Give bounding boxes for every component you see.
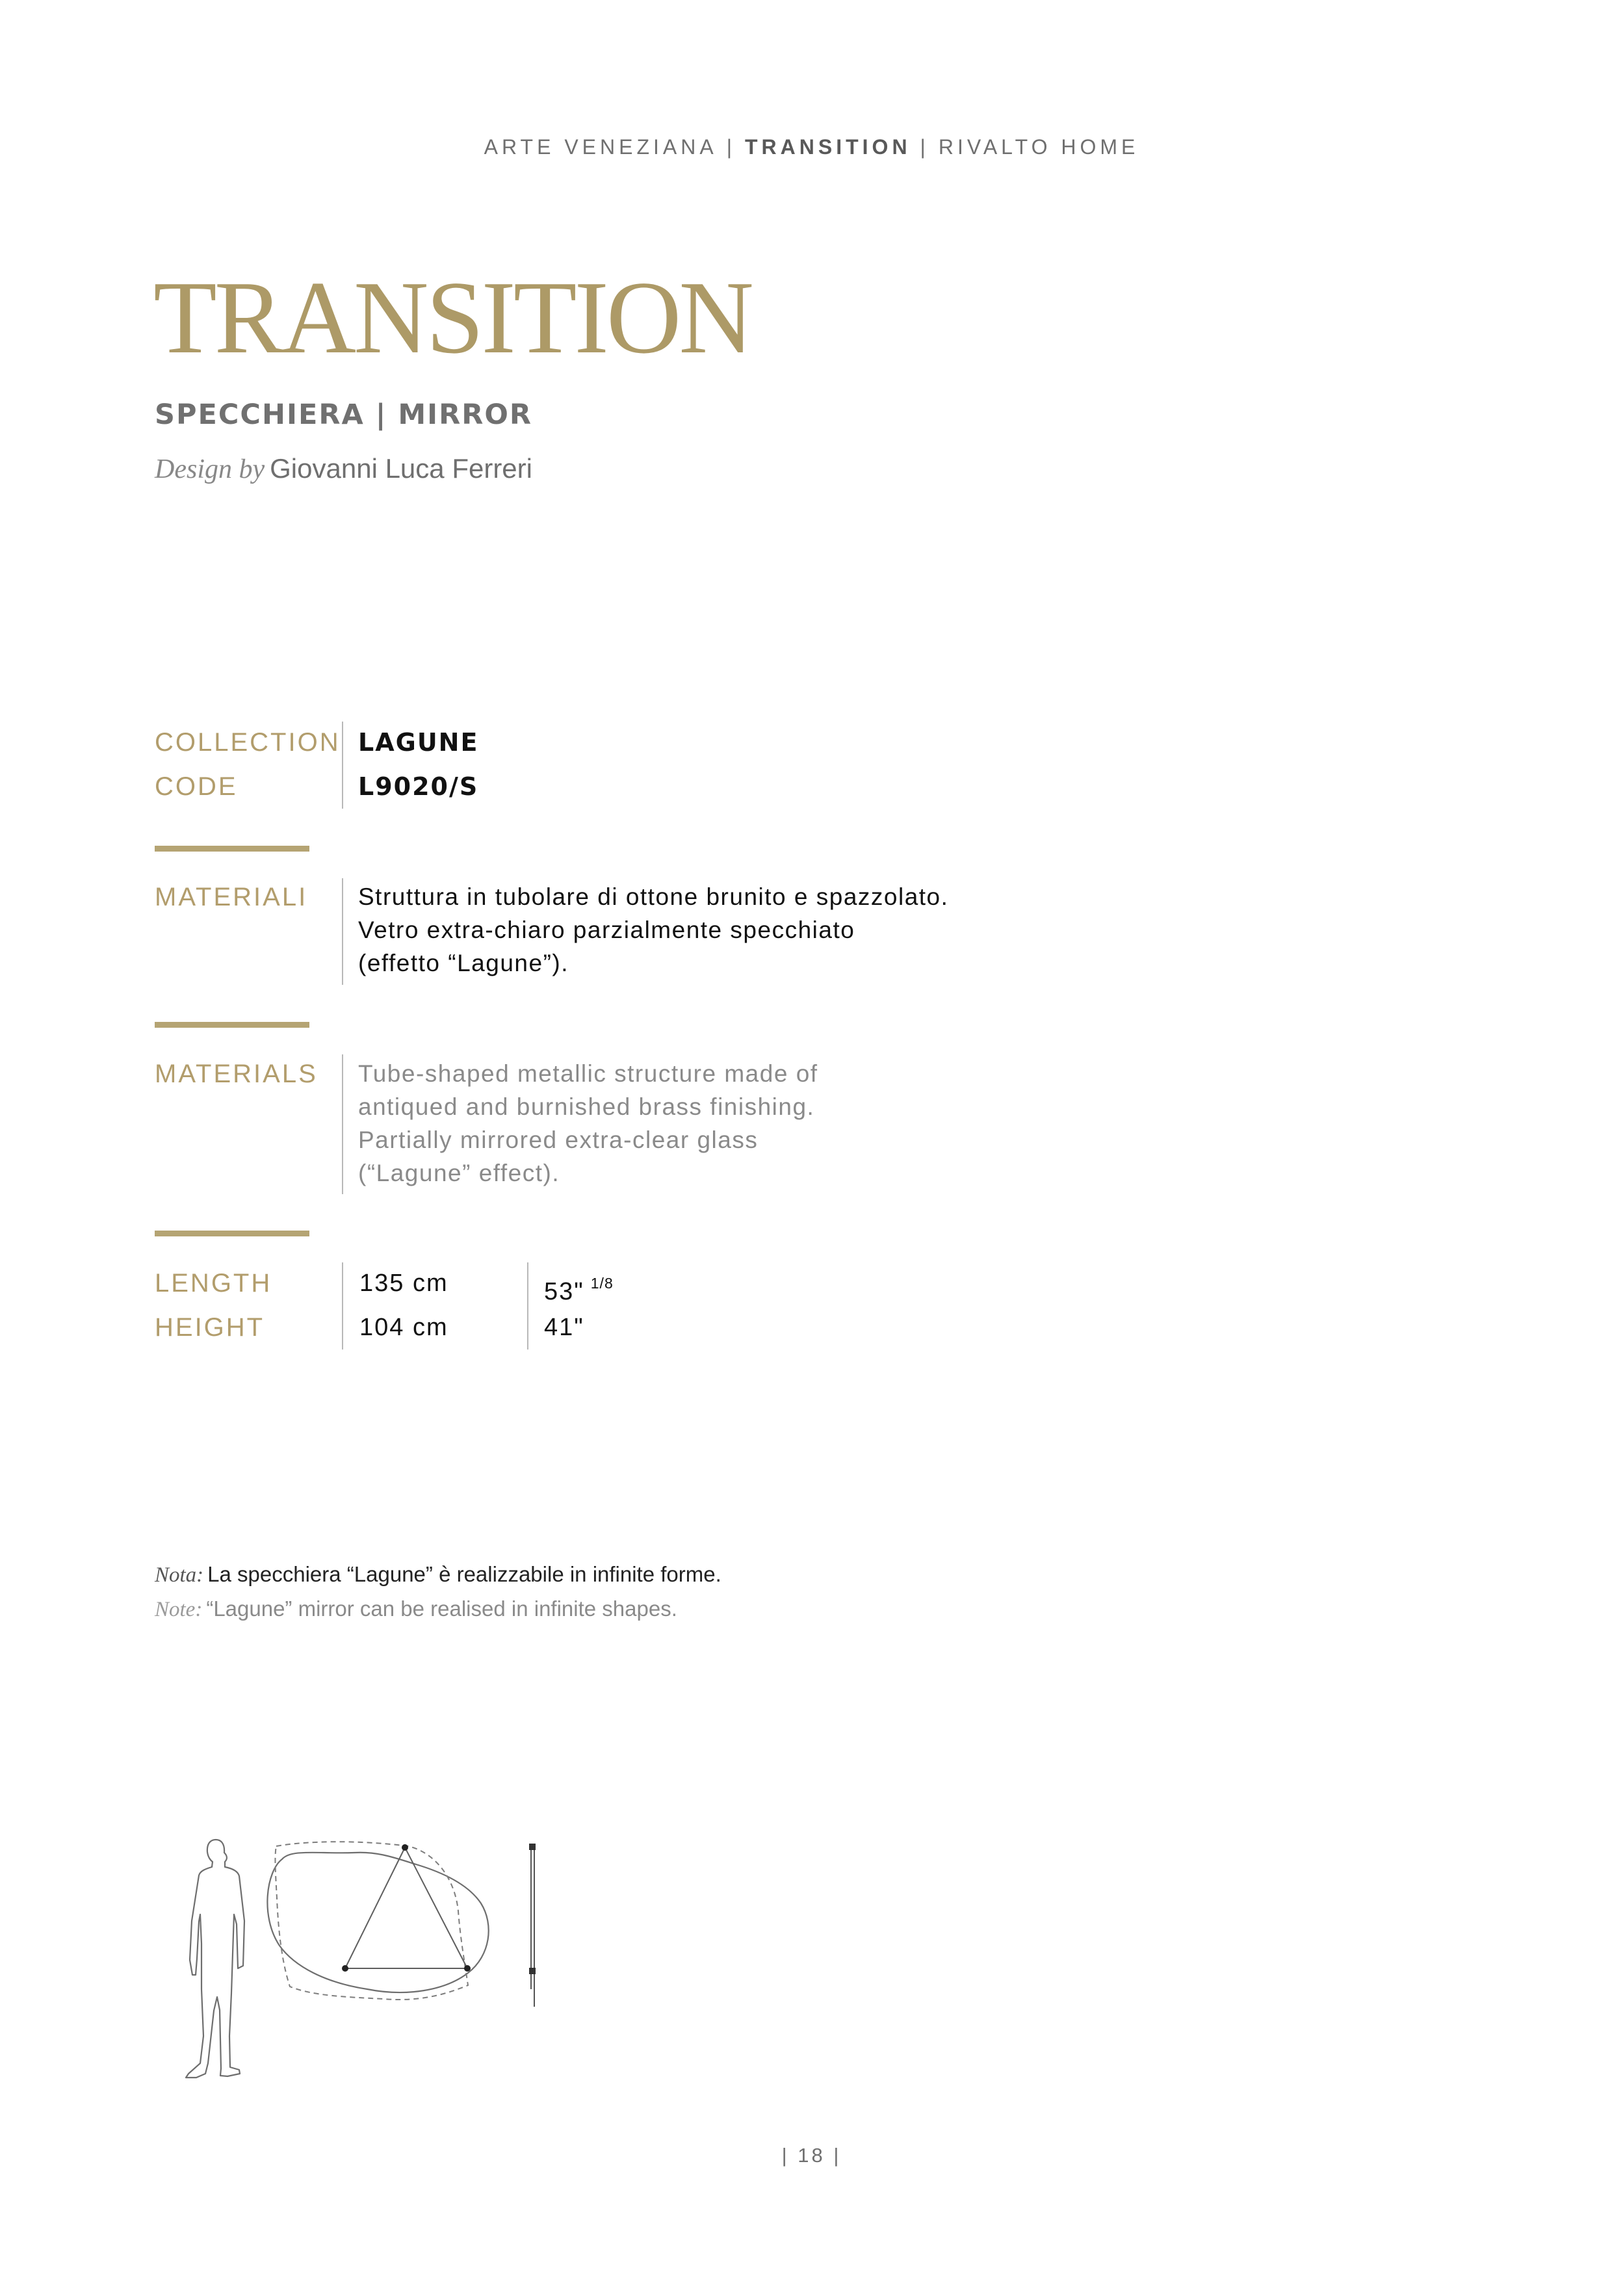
designer-label: Design by: [155, 454, 265, 484]
mirror-side-view: [529, 1844, 536, 2007]
code-value: L9020/S: [358, 772, 479, 801]
page-number-bracket: |: [825, 2144, 842, 2167]
frame-joint: [464, 1965, 471, 1972]
length-inch-value: 53": [544, 1278, 584, 1305]
section-divider: [155, 1231, 309, 1236]
section-divider: [155, 846, 309, 852]
mirror-alt-outline-dashed: [275, 1842, 468, 2000]
height-cm: 104 cm: [359, 1314, 448, 1341]
materials-line: Tube-shaped metallic structure made of: [358, 1060, 818, 1087]
length-cm: 135 cm: [359, 1270, 448, 1297]
height-inch: 41": [544, 1314, 584, 1341]
page-number-bracket: |: [781, 2144, 798, 2167]
mirror-outline: [267, 1853, 488, 1992]
page-number: [0, 2144, 1623, 2167]
materiali-line: Struttura in tubolare di ottone brunito e spazzolato.: [358, 883, 949, 910]
divider-vertical: [342, 1054, 343, 1194]
note-english: [155, 1592, 677, 1626]
designer-name: Giovanni Luca Ferreri: [270, 453, 532, 484]
materials-line: antiqued and burnished brass finishing.: [358, 1093, 815, 1120]
collection-label: COLLECTION: [155, 728, 341, 757]
human-silhouette-icon: [186, 1840, 244, 2078]
collection-value: LAGUNE: [358, 728, 479, 757]
header-product: TRANSITION: [745, 135, 911, 159]
note-english-label: Note:: [155, 1598, 203, 1621]
materials-label: MATERIALS: [155, 1060, 318, 1088]
note-italian-label: Nota:: [155, 1563, 204, 1587]
header-brand-left: ARTE VENEZIANA: [484, 135, 718, 159]
length-label: LENGTH: [155, 1269, 272, 1298]
materiali-line: (effetto “Lagune”).: [358, 950, 569, 976]
code-label: CODE: [155, 772, 238, 801]
divider-vertical: [342, 878, 343, 985]
product-subtitle: SPECCHIERA | MIRROR: [155, 398, 533, 431]
length-inch-fraction: 1/8: [590, 1275, 614, 1292]
materials-line: Partially mirrored extra-clear glass: [358, 1127, 759, 1153]
header-brand-right: RIVALTO HOME: [938, 135, 1139, 159]
note-italian-text: La specchiera “Lagune” è realizzabile in infinite forme.: [207, 1562, 721, 1586]
materials-line: (“Lagune” effect).: [358, 1160, 560, 1186]
materials-text: [358, 1057, 818, 1190]
running-header: [0, 135, 1623, 159]
designer-credit: [155, 452, 532, 485]
technical-drawing: [162, 1827, 565, 2113]
note-italian: [155, 1558, 721, 1592]
section-divider: [155, 1022, 309, 1028]
divider-vertical: [527, 1262, 528, 1350]
header-separator: |: [920, 135, 929, 159]
frame-joint: [402, 1844, 408, 1851]
materiali-text: [358, 880, 948, 980]
divider-vertical: [342, 722, 343, 809]
materiali-label: MATERIALI: [155, 883, 308, 911]
height-label: HEIGHT: [155, 1313, 265, 1342]
product-title: TRANSITION: [153, 259, 751, 375]
triangle-frame: [345, 1847, 467, 1968]
frame-joint: [342, 1965, 348, 1972]
materiali-line: Vetro extra-chiaro parzialmente specchiato: [358, 917, 855, 943]
note-english-text: “Lagune” mirror can be realised in infinite shapes.: [206, 1597, 677, 1621]
page-number-value: 18: [798, 2144, 825, 2167]
divider-vertical: [342, 1262, 343, 1350]
header-separator: |: [726, 135, 736, 159]
